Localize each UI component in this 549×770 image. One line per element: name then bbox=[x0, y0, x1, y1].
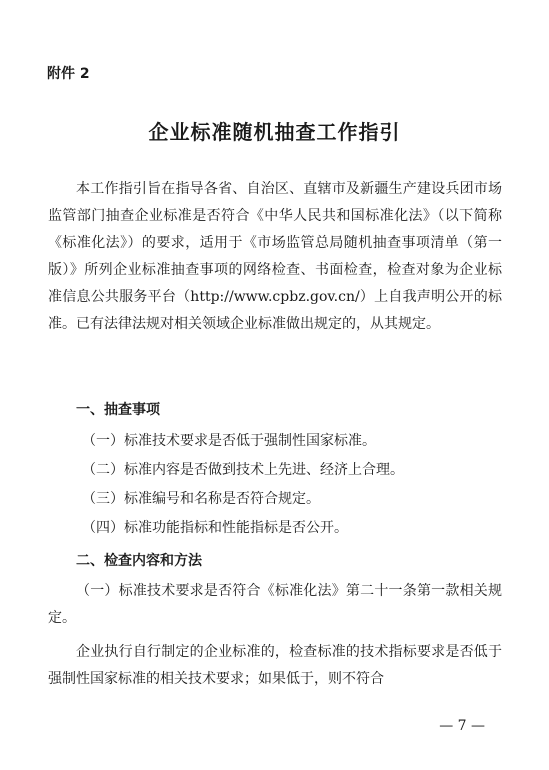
section-2-paragraph-2: 企业执行自行制定的企业标准的，检查标准的技术指标要求是否低于强制性国家标准的相关技术要求；如果低于，则不符合 bbox=[48, 644, 502, 687]
document-title: 企业标准随机抽查工作指引 bbox=[148, 120, 401, 144]
page-number: — 7 — bbox=[439, 718, 485, 734]
intro-block bbox=[48, 176, 502, 338]
list-item: （一）标准技术要求是否低于强制性国家标准。 bbox=[82, 433, 376, 449]
list-item: （四）标准功能指标和性能指标是否公开。 bbox=[82, 520, 348, 536]
attachment-label: 附件 2 bbox=[47, 66, 90, 82]
intro-paragraph: 本工作指引旨在指导各省、自治区、直辖市及新疆生产建设兵团市场监管部门抽查企业标准是否符合《中华人民共和国标准化法》（以下简称《标准化法》）的要求，适用于《市场监管总局随机抽查事项清单（第一版）》所列企业标准抽查事项的网络检查、书面检查，检查对象为企业标准信息公共服务平台（http://www.cpbz.gov.cn/）上自我声明公开的标准。已有法律法规对相关领域企业标准做出规定的，从其规定。 bbox=[48, 181, 502, 332]
section-2-paragraph-1: （一）标准技术要求是否符合《标准化法》第二十一条第一款相关规定。 bbox=[48, 583, 502, 626]
section-2-heading: 二、检查内容和方法 bbox=[76, 553, 202, 569]
section-2 bbox=[48, 547, 502, 693]
list-item: （二）标准内容是否做到技术上先进、经济上合理。 bbox=[82, 462, 404, 478]
list-item: （三）标准编号和名称是否符合规定。 bbox=[82, 491, 320, 507]
section-1-heading: 一、抽查事项 bbox=[76, 402, 160, 418]
section-1 bbox=[48, 396, 502, 542]
